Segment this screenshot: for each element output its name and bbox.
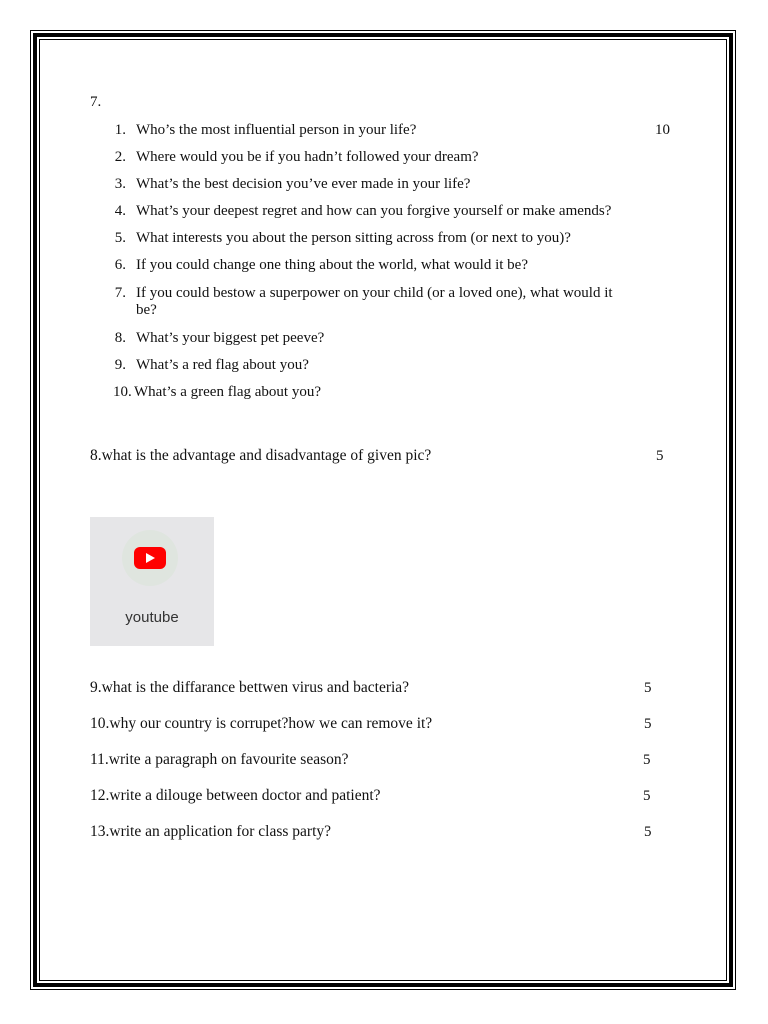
youtube-icon-background xyxy=(122,530,178,586)
list-item-text: What’s a green flag about you? xyxy=(134,384,322,400)
list-item-number: 6. xyxy=(114,257,126,273)
list-item-text: Where would you be if you hadn’t followed your dream? xyxy=(136,149,479,165)
question-10-text: 10.why our country is corrupet?how we can remove it? xyxy=(90,715,433,732)
question-9-marks: 5 xyxy=(644,680,652,696)
question-13-text: 13.write an application for class party? xyxy=(90,823,332,840)
youtube-image xyxy=(90,517,214,646)
question-8-text: 8.what is the advantage and disadvantage of given pic? xyxy=(90,447,432,464)
list-item-text: If you could change one thing about the world, what would it be? xyxy=(136,257,528,273)
question-11-text: 11.write a paragraph on favourite season? xyxy=(90,751,349,768)
youtube-label: youtube xyxy=(125,609,179,626)
list-item-text: What interests you about the person sitting across from (or next to you)? xyxy=(136,230,571,246)
list-item-number: 10. xyxy=(113,384,132,400)
question-12-text: 12.write a dilouge between doctor and patient? xyxy=(90,787,381,804)
question-9-text: 9.what is the diffarance bettwen virus and bacteria? xyxy=(90,679,410,696)
list-item-number: 2. xyxy=(114,149,126,165)
question-8-marks: 5 xyxy=(656,448,664,464)
question-11-marks: 5 xyxy=(643,752,651,768)
list-item-text: What’s a red flag about you? xyxy=(136,357,309,373)
question-10-marks: 5 xyxy=(644,716,652,732)
question-12-marks: 5 xyxy=(643,788,651,804)
question-13-marks: 5 xyxy=(644,824,652,840)
list-item-number: 8. xyxy=(114,330,126,346)
list-item-number: 7. xyxy=(114,285,126,301)
list-item-text: What’s your deepest regret and how can you forgive yourself or make amends? xyxy=(136,203,612,219)
list-item-text-continued: be? xyxy=(136,302,157,318)
question-7-marks: 10 xyxy=(655,122,670,138)
list-item-text: If you could bestow a superpower on your child (or a loved one), what would it xyxy=(136,285,613,301)
list-item-number: 3. xyxy=(114,176,126,192)
youtube-play-icon xyxy=(134,547,166,569)
list-item-text: Who’s the most influential person in your life? xyxy=(136,122,417,138)
list-item-text: What’s your biggest pet peeve? xyxy=(136,330,325,346)
list-item-text: What’s the best decision you’ve ever made in your life? xyxy=(136,176,471,192)
question-7-number: 7. xyxy=(90,94,102,110)
list-item-number: 9. xyxy=(114,357,126,373)
list-item-number: 5. xyxy=(114,230,126,246)
list-item-number: 4. xyxy=(114,203,126,219)
list-item-number: 1. xyxy=(114,122,126,138)
